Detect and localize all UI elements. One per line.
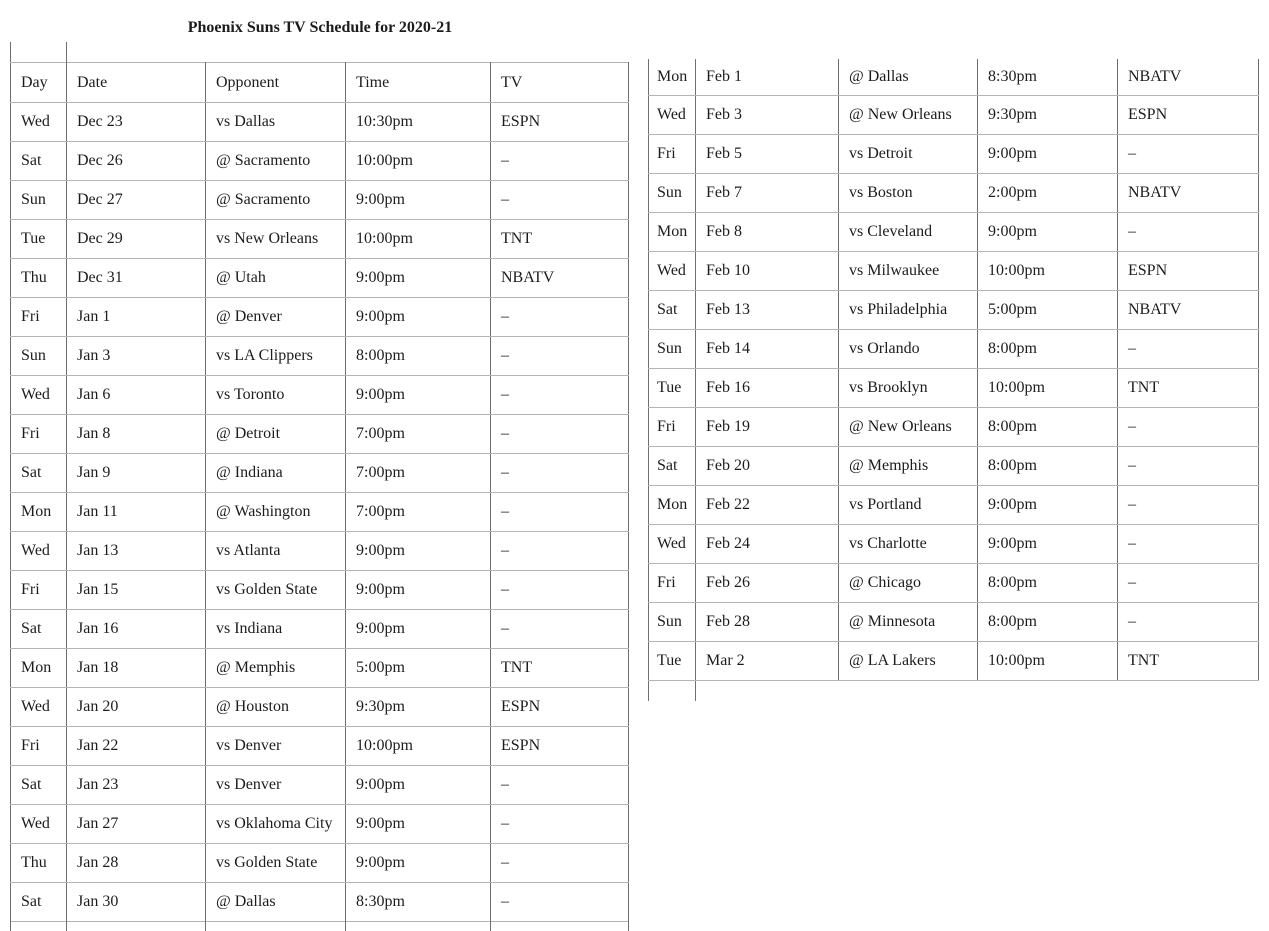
cell-day: Tue (649, 642, 696, 681)
game-row (11, 883, 629, 922)
game-row (649, 291, 1259, 330)
cell-date: Dec 26 (67, 142, 206, 181)
cell-day: Mon (649, 59, 696, 96)
cell-opponent: vs Atlanta (206, 532, 346, 571)
cell-date: Feb 19 (696, 408, 839, 447)
cell-opponent: @ Sacramento (206, 181, 346, 220)
cell-opponent: vs Cleveland (839, 213, 978, 252)
game-row (11, 844, 629, 883)
schedule-table-left (10, 62, 629, 922)
cell-time: 5:00pm (346, 649, 491, 688)
cell-date: Dec 27 (67, 181, 206, 220)
cell-time: 10:00pm (978, 252, 1118, 291)
cell-date: Jan 27 (67, 805, 206, 844)
cell-tv: – (491, 532, 629, 571)
cell-tv: – (491, 376, 629, 415)
cell-time: 9:00pm (346, 571, 491, 610)
table-border-artifact (10, 42, 11, 62)
game-row (11, 220, 629, 259)
game-row (649, 330, 1259, 369)
cell-time: 9:00pm (346, 298, 491, 337)
cell-time: 10:30pm (346, 103, 491, 142)
cell-time: 9:30pm (978, 96, 1118, 135)
cell-day: Wed (11, 532, 67, 571)
header-cell-opponent: Opponent (206, 63, 346, 103)
cell-opponent: @ Minnesota (839, 603, 978, 642)
header-cell-day: Day (11, 63, 67, 103)
cell-opponent: @ Houston (206, 688, 346, 727)
cell-time: 8:00pm (346, 337, 491, 376)
page-title: Phoenix Suns TV Schedule for 2020-21 (187, 19, 453, 36)
game-row (649, 174, 1259, 213)
cell-day: Mon (649, 213, 696, 252)
cell-time: 9:00pm (346, 844, 491, 883)
cell-tv: TNT (491, 220, 629, 259)
cell-date: Jan 30 (67, 883, 206, 922)
cell-tv: – (1118, 135, 1259, 174)
cell-tv: ESPN (491, 688, 629, 727)
cell-day: Wed (11, 805, 67, 844)
game-row (649, 213, 1259, 252)
cell-opponent: @ Utah (206, 259, 346, 298)
cell-time: 9:00pm (346, 805, 491, 844)
cell-day: Sat (11, 883, 67, 922)
cell-day: Wed (11, 376, 67, 415)
cell-day: Sun (11, 337, 67, 376)
cell-date: Jan 23 (67, 766, 206, 805)
cell-tv: – (491, 337, 629, 376)
cell-opponent: @ Chicago (839, 564, 978, 603)
cell-opponent: vs Philadelphia (839, 291, 978, 330)
cell-tv: NBATV (1118, 59, 1259, 96)
cell-time: 7:00pm (346, 493, 491, 532)
cell-tv: – (1118, 603, 1259, 642)
cell-date: Jan 20 (67, 688, 206, 727)
cell-tv: – (1118, 408, 1259, 447)
cell-day: Sat (11, 610, 67, 649)
game-row (649, 408, 1259, 447)
table-border-artifact (628, 921, 629, 931)
cell-date: Feb 24 (696, 525, 839, 564)
cell-date: Feb 3 (696, 96, 839, 135)
cell-time: 7:00pm (346, 454, 491, 493)
cell-day: Sun (11, 181, 67, 220)
cell-day: Tue (11, 220, 67, 259)
cell-tv: ESPN (491, 103, 629, 142)
cell-opponent: vs Toronto (206, 376, 346, 415)
cell-time: 9:00pm (346, 610, 491, 649)
cell-day: Tue (649, 369, 696, 408)
cell-opponent: vs Indiana (206, 610, 346, 649)
cell-opponent: vs New Orleans (206, 220, 346, 259)
cell-opponent: @ Indiana (206, 454, 346, 493)
game-row (649, 564, 1259, 603)
cell-tv: – (491, 415, 629, 454)
game-row (11, 415, 629, 454)
game-row (649, 369, 1259, 408)
cell-opponent: vs Charlotte (839, 525, 978, 564)
cell-time: 8:00pm (978, 447, 1118, 486)
cell-date: Jan 22 (67, 727, 206, 766)
cell-date: Feb 20 (696, 447, 839, 486)
cell-tv: – (1118, 213, 1259, 252)
game-row (11, 688, 629, 727)
game-row (11, 181, 629, 220)
cell-opponent: vs Orlando (839, 330, 978, 369)
cell-day: Thu (11, 844, 67, 883)
cell-tv: – (491, 298, 629, 337)
table-border-artifact (205, 921, 206, 931)
game-row (11, 805, 629, 844)
cell-time: 9:00pm (346, 376, 491, 415)
cell-day: Sat (649, 291, 696, 330)
cell-day: Fri (649, 408, 696, 447)
cell-opponent: @ LA Lakers (839, 642, 978, 681)
cell-day: Sun (649, 330, 696, 369)
cell-day: Fri (11, 727, 67, 766)
cell-date: Dec 23 (67, 103, 206, 142)
cell-tv: ESPN (1118, 96, 1259, 135)
cell-day: Mon (11, 649, 67, 688)
cell-date: Jan 16 (67, 610, 206, 649)
table-border-artifact (648, 681, 649, 701)
cell-tv: TNT (1118, 642, 1259, 681)
cell-date: Jan 6 (67, 376, 206, 415)
cell-time: 5:00pm (978, 291, 1118, 330)
header-row (11, 63, 629, 103)
game-row (649, 525, 1259, 564)
cell-tv: – (1118, 447, 1259, 486)
cell-date: Dec 31 (67, 259, 206, 298)
cell-opponent: @ Dallas (839, 59, 978, 96)
game-row (11, 727, 629, 766)
cell-day: Fri (11, 298, 67, 337)
cell-tv: – (491, 844, 629, 883)
cell-time: 10:00pm (978, 642, 1118, 681)
cell-opponent: @ Denver (206, 298, 346, 337)
cell-time: 8:00pm (978, 564, 1118, 603)
game-row (11, 376, 629, 415)
game-row (11, 337, 629, 376)
cell-tv: – (1118, 525, 1259, 564)
cell-day: Wed (11, 103, 67, 142)
game-row (11, 766, 629, 805)
cell-day: Fri (11, 571, 67, 610)
schedule-table-right (648, 59, 1259, 681)
cell-day: Sat (11, 142, 67, 181)
game-row (649, 447, 1259, 486)
cell-time: 10:00pm (978, 369, 1118, 408)
cell-opponent: vs Denver (206, 766, 346, 805)
cell-time: 9:00pm (346, 259, 491, 298)
cell-tv: – (491, 181, 629, 220)
header-cell-tv: TV (491, 63, 629, 103)
cell-tv: – (491, 454, 629, 493)
cell-date: Jan 18 (67, 649, 206, 688)
cell-time: 8:00pm (978, 330, 1118, 369)
game-row (11, 298, 629, 337)
header-cell-date: Date (67, 63, 206, 103)
cell-tv: ESPN (491, 727, 629, 766)
cell-date: Jan 11 (67, 493, 206, 532)
cell-time: 10:00pm (346, 220, 491, 259)
cell-opponent: @ New Orleans (839, 96, 978, 135)
game-row (11, 259, 629, 298)
cell-tv: NBATV (1118, 291, 1259, 330)
cell-date: Feb 14 (696, 330, 839, 369)
game-row (11, 103, 629, 142)
cell-time: 10:00pm (346, 142, 491, 181)
game-row (11, 493, 629, 532)
cell-tv: – (491, 805, 629, 844)
cell-opponent: vs Detroit (839, 135, 978, 174)
cell-day: Sat (649, 447, 696, 486)
cell-opponent: vs Brooklyn (839, 369, 978, 408)
cell-day: Fri (649, 564, 696, 603)
cell-date: Feb 13 (696, 291, 839, 330)
table-border-artifact (66, 42, 67, 62)
cell-time: 9:00pm (346, 181, 491, 220)
cell-time: 10:00pm (346, 727, 491, 766)
cell-tv: – (491, 493, 629, 532)
cell-time: 8:30pm (346, 883, 491, 922)
game-row (649, 135, 1259, 174)
cell-tv: – (491, 142, 629, 181)
cell-day: Sun (649, 603, 696, 642)
cell-opponent: vs Dallas (206, 103, 346, 142)
cell-day: Fri (11, 415, 67, 454)
cell-tv: – (1118, 486, 1259, 525)
game-row (11, 610, 629, 649)
cell-opponent: @ Sacramento (206, 142, 346, 181)
cell-tv: NBATV (1118, 174, 1259, 213)
cell-time: 9:00pm (978, 213, 1118, 252)
cell-day: Wed (649, 525, 696, 564)
cell-day: Sun (649, 174, 696, 213)
game-row (11, 571, 629, 610)
cell-date: Mar 2 (696, 642, 839, 681)
cell-time: 8:00pm (978, 408, 1118, 447)
cell-tv: TNT (1118, 369, 1259, 408)
cell-tv: ESPN (1118, 252, 1259, 291)
cell-tv: – (1118, 330, 1259, 369)
cell-opponent: @ Dallas (206, 883, 346, 922)
cell-opponent: @ Memphis (839, 447, 978, 486)
cell-opponent: @ Washington (206, 493, 346, 532)
cell-day: Mon (649, 486, 696, 525)
game-row (649, 252, 1259, 291)
cell-day: Mon (11, 493, 67, 532)
cell-day: Thu (11, 259, 67, 298)
cell-date: Feb 26 (696, 564, 839, 603)
cell-date: Feb 22 (696, 486, 839, 525)
cell-opponent: vs Denver (206, 727, 346, 766)
cell-opponent: @ Detroit (206, 415, 346, 454)
cell-time: 9:00pm (346, 532, 491, 571)
cell-date: Feb 10 (696, 252, 839, 291)
game-row (649, 486, 1259, 525)
cell-date: Feb 28 (696, 603, 839, 642)
cell-opponent: vs Golden State (206, 571, 346, 610)
cell-tv: – (491, 610, 629, 649)
game-row (649, 59, 1259, 96)
cell-date: Feb 7 (696, 174, 839, 213)
cell-opponent: vs Golden State (206, 844, 346, 883)
table-border-artifact (66, 921, 67, 931)
cell-time: 9:00pm (978, 486, 1118, 525)
cell-time: 8:30pm (978, 59, 1118, 96)
cell-tv: NBATV (491, 259, 629, 298)
cell-time: 8:00pm (978, 603, 1118, 642)
cell-day: Sat (11, 766, 67, 805)
game-row (649, 642, 1259, 681)
game-row (11, 454, 629, 493)
table-border-artifact (490, 921, 491, 931)
cell-opponent: vs Oklahoma City (206, 805, 346, 844)
cell-opponent: @ New Orleans (839, 408, 978, 447)
cell-opponent: vs Boston (839, 174, 978, 213)
cell-date: Feb 1 (696, 59, 839, 96)
cell-date: Feb 8 (696, 213, 839, 252)
cell-day: Fri (649, 135, 696, 174)
cell-opponent: vs Portland (839, 486, 978, 525)
cell-time: 9:00pm (346, 766, 491, 805)
cell-date: Feb 16 (696, 369, 839, 408)
cell-day: Sat (11, 454, 67, 493)
cell-tv: – (1118, 564, 1259, 603)
cell-opponent: vs LA Clippers (206, 337, 346, 376)
header-cell-time: Time (346, 63, 491, 103)
cell-date: Jan 13 (67, 532, 206, 571)
game-row (11, 649, 629, 688)
cell-date: Jan 28 (67, 844, 206, 883)
cell-date: Jan 9 (67, 454, 206, 493)
game-row (649, 96, 1259, 135)
cell-time: 9:00pm (978, 135, 1118, 174)
cell-tv: – (491, 571, 629, 610)
game-row (11, 142, 629, 181)
cell-day: Wed (11, 688, 67, 727)
cell-date: Jan 1 (67, 298, 206, 337)
cell-time: 2:00pm (978, 174, 1118, 213)
cell-day: Wed (649, 252, 696, 291)
table-border-artifact (695, 681, 696, 701)
cell-tv: – (491, 883, 629, 922)
cell-time: 9:00pm (978, 525, 1118, 564)
cell-date: Dec 29 (67, 220, 206, 259)
cell-time: 9:30pm (346, 688, 491, 727)
cell-date: Jan 15 (67, 571, 206, 610)
cell-day: Wed (649, 96, 696, 135)
cell-opponent: vs Milwaukee (839, 252, 978, 291)
table-border-artifact (10, 921, 11, 931)
cell-tv: – (491, 766, 629, 805)
cell-opponent: @ Memphis (206, 649, 346, 688)
game-row (649, 603, 1259, 642)
game-row (11, 532, 629, 571)
cell-date: Jan 8 (67, 415, 206, 454)
table-border-artifact (345, 921, 346, 931)
cell-time: 7:00pm (346, 415, 491, 454)
cell-tv: TNT (491, 649, 629, 688)
cell-date: Feb 5 (696, 135, 839, 174)
cell-date: Jan 3 (67, 337, 206, 376)
